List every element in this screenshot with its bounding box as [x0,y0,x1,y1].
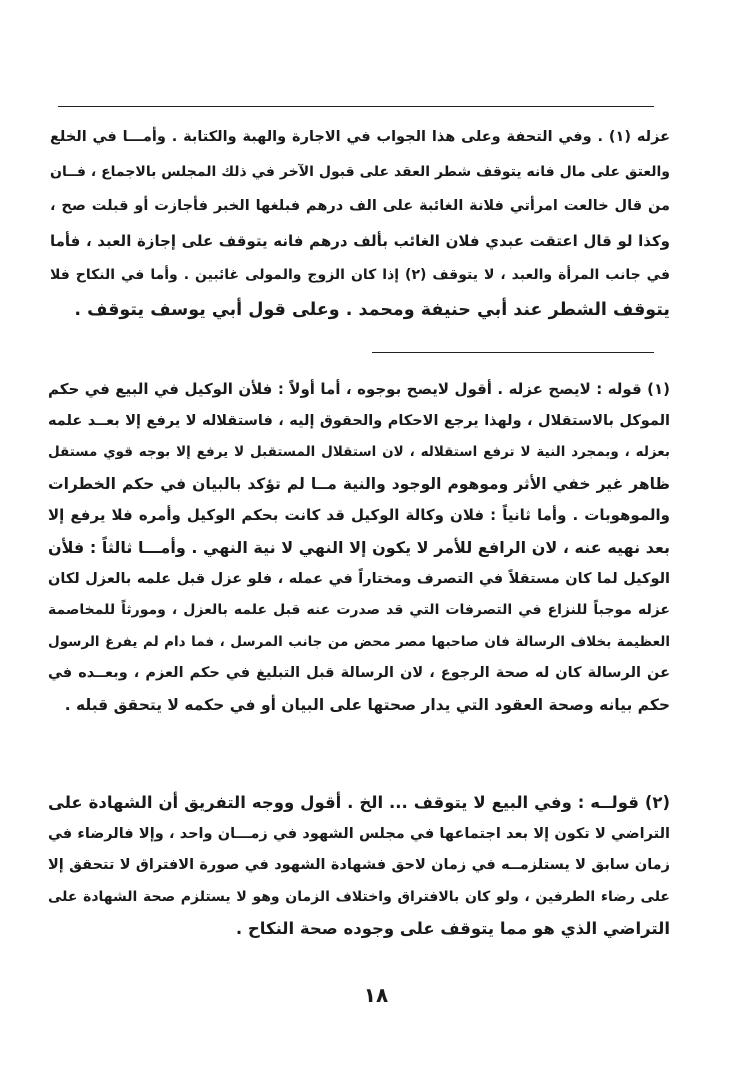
footnote-line: الوكيل لما كان مستقلاً في التصرف ومختاراً في عمله ، فلو عزل قبل علمه بالعزل لكان [48,570,670,587]
footnote-line: حكم بيانه وصحة العقود التي يدار صحتها على البيان أو في حكمه لا يتحقق قبله . [64,695,670,714]
footnote-line: والموهوبات . وأما ثانياً : فلان وكالة الوكيل قد كانت بحكم الوكيل وأمره فلا يرفع إلا [48,506,670,525]
footnote-line: عزله موجباً للنزاع في التصرفات التي قد صدرت عنه قبل علمه بالعزل ، ومورثاً للمخاصمة [48,602,670,619]
main-text-line: في جانب المرأة والعبد ، لا يتوقف (٢) إذا كان الزوج والمولى غائبين . وأما في النكاح فلا [50,267,671,284]
footnote-separator-rule [372,352,654,353]
footnote-line: عن الرسالة كان له صحة الرجوع ، لان الرسالة قبل التبليغ في حكم العزم ، وبعــده في [48,665,670,682]
footnote-line: (١) قوله : لايصح عزله . أقول لايصح بوجوه ، أما أولاً : فلأن الوكيل في البيع في حكم [48,380,670,398]
main-text-line: وكذا لو قال اعتقت عبدي فلان الغائب بألف درهم فانه يتوقف على إجازة العبد ، فأما [50,231,670,250]
main-text-block [50,120,670,328]
footnote-line: الموكل بالاستقلال ، ولهذا يرجع الاحكام والحقوق إليه ، فاستقلاله لا يرفع إلا بعــد علمه [48,412,670,429]
footnote-line: ظاهر غير خفي الأثر وموهوم الوجود والنية مــا لم تؤكد بالبيان في حكم الخطرات [48,474,670,493]
footnote-line: العظيمة بخلاف الرسالة فان صاحبها مصر محض من جانب المرسل ، فما دام لم يفرغ الرسول [48,633,670,650]
footnote-line: بعزله ، وبمجرد النية لا ترفع استقلاله ، لان استقلال المستقبل لا يرفع إلا بوجه قوي مستقل [48,444,670,461]
footnote-line: زمان سابق لا يستلزمــه في زمان لاحق فشهادة الشهود في صورة الافتراق لا تتحقق إلا [48,857,670,874]
footnote-line: بعد نهيه عنه ، لان الرافع للأمر لا يكون إلا النهي لا نية النهي . وأمـــا ثالثاً : فلأن [48,537,670,557]
footnote-line: التراضي لا تكون إلا بعد اجتماعها في مجلس الشهود في زمـــان واحد ، وإلا فالرضاء في [48,825,670,842]
main-text-line: من قال خالعت امرأتي فلانة الغائبة على الف درهم فبلغها الخبر فأجازت أو قبلت صح ، [50,198,670,215]
page-number: ١٨ [363,983,389,1007]
footnote-1 [48,374,670,722]
main-text-line: عزله (١) . وفي التحفة وعلى هذا الجواب في الاجارة والهبة والكتابة . وأمـــا في الخلع [50,129,670,145]
main-text-line: يتوقف الشطر عند أبي حنيفة ومحمد . وعلى قول أبي يوسف يتوقف . [74,299,670,320]
footnote-2 [48,787,670,945]
footnote-line: التراضي الذي هو مما يتوقف على وجوده صحة النكاح . [235,919,670,939]
header-rule [58,106,654,107]
footnote-line: (٢) قولــه : وفي البيع لا يتوقف ... الخ . أقول ووجه التفريق أن الشهادة على [48,793,670,812]
footnote-line: على رضاء الطرفين ، ولو كان بالافتراق واختلاف الزمان وهو لا يستلزم صحة الشهادة على [48,888,670,905]
main-text-line: والعتق على مال فانه يتوقف شطر العقد على قبول الآخر في ذلك المجلس بالاجماع ، فــان [50,163,670,180]
